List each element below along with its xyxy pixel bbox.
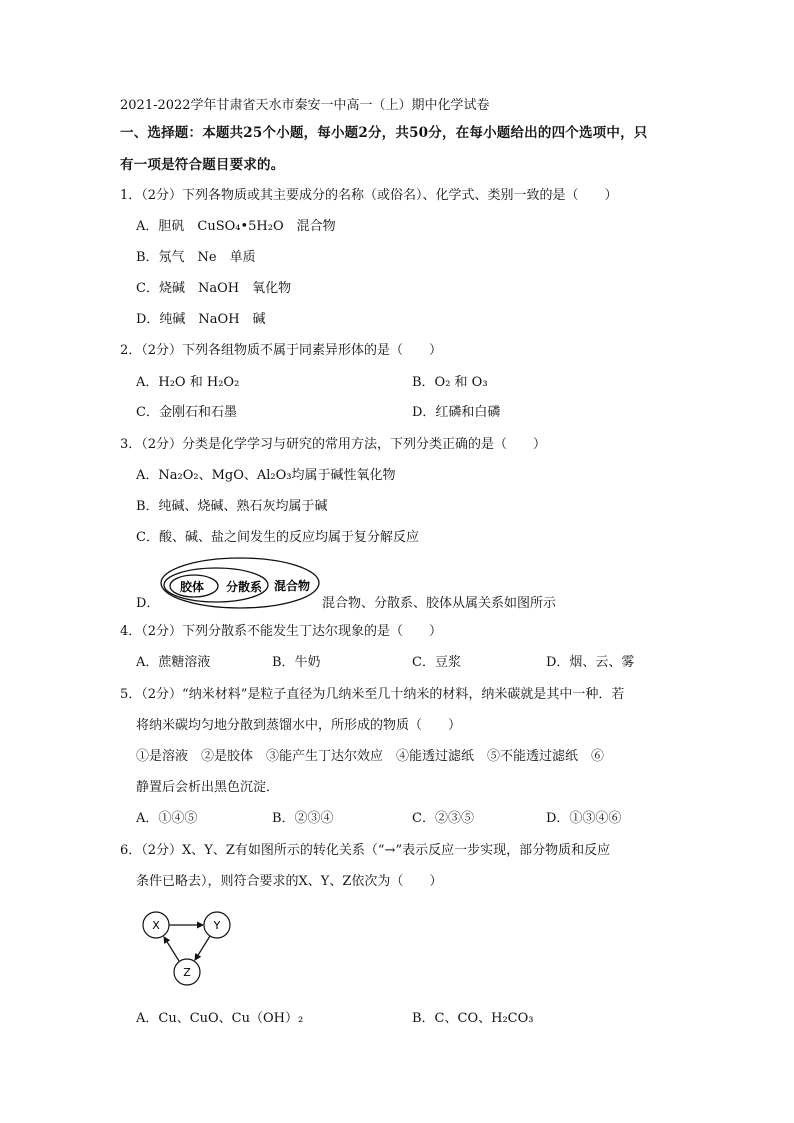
q2-option-b: B．O₂ 和 O₃: [412, 375, 488, 390]
q4-stem: 4．（2分）下列分散系不能发生丁达尔现象的是（ ）: [120, 624, 443, 639]
q1-option-b: B．氖气 Ne 单质: [136, 250, 256, 265]
q6-option-b: B．C、CO、H₂CO₃: [412, 1011, 534, 1026]
q5-option-d: D．①③④⑥: [546, 811, 622, 826]
outer-label: 混合物: [274, 579, 311, 593]
q2-option-d: D．红磷和白磷: [412, 405, 501, 420]
inner-label: 胶体: [180, 580, 205, 594]
q3-option-d-prefix: D．: [136, 596, 160, 611]
section-heading-line2: 有一项是符合题目要求的。: [120, 157, 285, 173]
node-z-label: Z: [183, 966, 191, 979]
q1-option-a: A．胆矾 CuSO₄•5H₂O 混合物: [136, 219, 336, 234]
q6-stem-line2: 条件已略去），则符合要求的X、Y、Z依次为（ ）: [136, 874, 443, 889]
node-x-label: X: [152, 919, 160, 932]
q1-option-d: D．纯碱 NaOH 碱: [136, 312, 266, 327]
middle-label: 分散系: [226, 580, 263, 594]
q3-option-c: C．酸、碱、盐之间发生的反应均属于复分解反应: [136, 530, 419, 545]
q1-stem: 1．（2分）下列各物质或其主要成分的名称（或俗名）、化学式、类别一致的是（ ）: [120, 188, 618, 203]
q4-option-a: A．蔗糖溶液: [136, 655, 211, 670]
q6-stem-line1: 6．（2分）X、Y、Z有如图所示的转化关系（“→”表示反应一步实现，部分物质和反应: [120, 843, 611, 858]
q3-option-a: A．Na₂O₂、MgO、Al₂O₃均属于碱性氧化物: [136, 468, 396, 483]
q4-option-b: B．牛奶: [272, 655, 321, 670]
nested-sets-diagram: [160, 556, 322, 610]
q2-option-c: C．金刚石和石墨: [136, 405, 237, 420]
q2-stem: 2．（2分）下列各组物质不属于同素异形体的是（ ）: [120, 343, 443, 358]
q5-option-c: C．②③⑤: [412, 811, 474, 826]
q5-option-a: A．①④⑤: [136, 811, 198, 826]
q3-option-b: B．纯碱、烧碱、熟石灰均属于碱: [136, 499, 328, 514]
q2-option-a: A．H₂O 和 H₂O₂: [136, 375, 240, 390]
q5-items-line1: ①是溶液 ②是胶体 ③能产生丁达尔效应 ④能透过滤纸 ⑤不能透过滤纸 ⑥: [136, 749, 605, 764]
conversion-cycle-diagram: [138, 904, 238, 988]
node-y-label: Y: [213, 919, 221, 932]
section-heading-line1: 一、选择题：本题共25个小题，每小题2分，共50分，在每小题给出的四个选项中，只: [120, 125, 648, 141]
q3-stem: 3．（2分）分类是化学学习与研究的常用方法，下列分类正确的是（ ）: [120, 437, 547, 452]
q6-option-a: A．Cu、CuO、Cu（OH）₂: [136, 1011, 304, 1026]
exam-title: 2021-2022学年甘肃省天水市秦安一中高一（上）期中化学试卷: [120, 98, 490, 113]
q4-option-d: D．烟、云、雾: [546, 655, 635, 670]
q5-option-b: B．②③④: [272, 811, 334, 826]
arrow-z-to-x: [164, 937, 179, 961]
q3-option-d-text: 混合物、分散系、胶体从属关系如图所示: [322, 596, 557, 611]
q5-stem-line1: 5．（2分）“纳米材料”是粒子直径为几纳米至几十纳米的材料，纳米碳就是其中一种．若: [120, 687, 625, 702]
q5-stem-line2: 将纳米碳均匀地分散到蒸馏水中，所形成的物质（ ）: [136, 718, 462, 733]
q1-option-c: C．烧碱 NaOH 氧化物: [136, 281, 292, 296]
q5-items-line2: 静置后会析出黑色沉淀．: [136, 780, 280, 795]
arrow-y-to-z: [195, 936, 210, 960]
q4-option-c: C．豆浆: [412, 655, 461, 670]
